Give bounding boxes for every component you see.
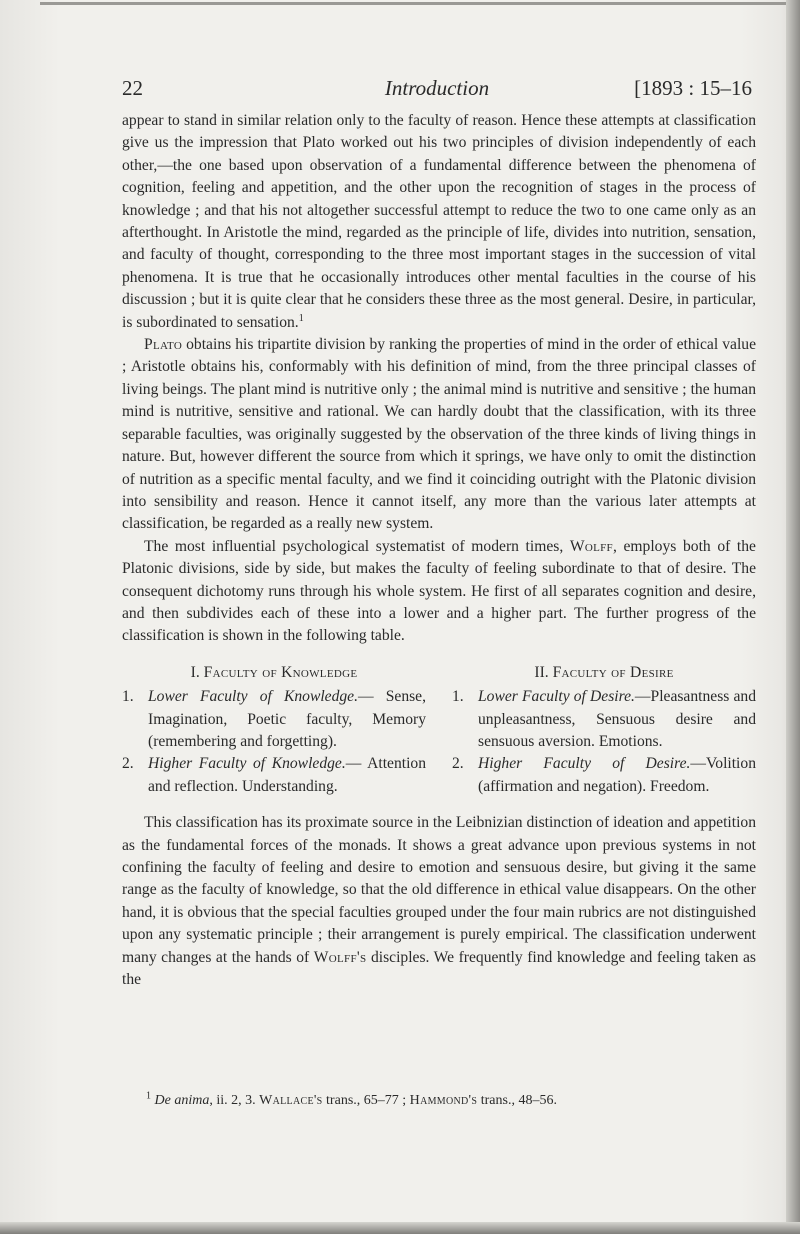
table-item: 1. Lower Faculty of Knowledge.— Sense, Imagination, Poetic faculty, Memory (remembering and forgetting).: [122, 688, 426, 750]
page-bottom-edge: [0, 1222, 800, 1234]
footnote-reference: 1: [298, 312, 304, 324]
table-item: 1. Lower Faculty of Desire.—Pleasantness and unpleasantness, Sensuous desire and sensuous aversion. Emotions.: [452, 688, 756, 750]
column-heading: I. Faculty of Knowledge: [190, 663, 358, 681]
table-column-knowledge: [122, 662, 426, 798]
body-text: [122, 110, 756, 991]
paragraph-1: appear to stand in similar relation only to the faculty of reason. Hence these attempts at classification give us the impression that Plato worked out his two principles of division independently of each other,—the one based upon observation of a fundamental difference between the phenomena of cognition, feeling and appetition, and the other upon the recognition of stages in the process of knowledge ; and that his not altogether successful attempt to reduce the two to one came only as an afterthought. In Aristotle the mind, regarded as the principle of life, divides into nutrition, sensation, and faculty of thought, corresponding to the three most important stages in the succession of vital phenomena. It is true that he occasionally introduces other mental faculties in the course of his discussion ; but it is quite clear that he considers these three as the most general. Desire, in particular, is subordinated to sensation.$^1$: [122, 112, 756, 331]
page-number: 22: [122, 76, 143, 100]
paragraph-4: This classification has its proximate source in the Leibnizian distinction of ideation and appetition as the fundamental forces of the monads. It shows a great advance upon previous systems in not confining the faculty of feeling and desire to emotion and sensuous desire, but giving it the same range as the faculty of knowledge, so that the old difference in ethical value disappears. On the other hand, it is obvious that the special faculties grouped under the four main rubrics are not distinguished upon any systematic principle ; their arrangement is purely empirical. The classification underwent many changes at the hands of Wolff's disciples. We frequently find knowledge and feeling taken as the: [122, 814, 757, 989]
running-header: [122, 76, 752, 106]
table-item: 2. Higher Faculty of Desire.—Volition (affirmation and negation). Freedom.: [452, 755, 756, 795]
header-date-range: [1893 : 15–16: [634, 76, 752, 100]
classification-table: [122, 662, 756, 798]
paragraph-3: The most influential psychological systematist of modern times, Wolff, employs both of the Platonic divisions, side by side, but makes the faculty of feeling subordinate to that of desire. The consequent dichotomy runs through his whole system. He first of all separates cognition and desire, and then subdivides each of these into a lower and a higher part. The further progress of the classification is shown in the following table.: [122, 537, 756, 645]
footnote: $^1$ De anima, ii. 2, 3. Wallace's trans., 65–77 ; Hammond's trans., 48–56.: [146, 1090, 557, 1108]
table-column-desire: [452, 662, 756, 798]
footnote-title: De anima: [154, 1093, 210, 1108]
name-plato: Plato: [144, 336, 183, 354]
page-right-edge: [786, 0, 800, 1234]
name-wolff: Wolff: [569, 537, 613, 555]
table-item: 2. Higher Faculty of Knowledge.— Attention and reflection. Understanding.: [122, 755, 426, 795]
column-heading: II. Faculty of Desire: [534, 663, 674, 681]
page-top-edge: [40, 2, 800, 5]
footnote-marker: 1: [146, 1090, 151, 1102]
paragraph-2: Plato obtains his tripartite division by ranking the properties of mind in the order of ethical value ; Aristotle obtains his, conformably with his definition of mind, from the three principal classes of living beings. The plant mind is nutritive only ; the animal mind is nutritive and sensitive ; the human mind is nutritive, sensitive and rational. We can hardly doubt that the classification, with its three separable faculties, was originally suggested by the observation of the three kinds of living things in nature. But, however different the source from which it springs, we have only to omit the distinction of nutrition as a specific mental faculty, and we find it coinciding outright with the Platonic division into sensibility and reason. Hence it cannot itself, any more than the various later attempts at classification, be regarded as a really new system.: [122, 336, 756, 533]
name-wolff-possessive: Wolff's: [313, 948, 367, 966]
running-title: Introduction: [384, 76, 490, 100]
